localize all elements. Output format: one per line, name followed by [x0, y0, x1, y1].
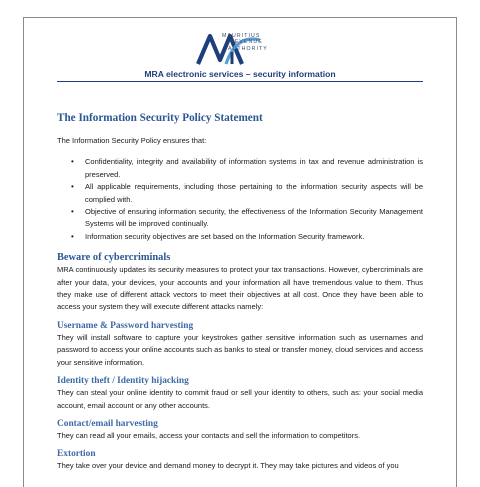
policy-bullet: • All applicable requirements, including those pertaining to the information security aspects will be complied with.: [57, 181, 423, 206]
policy-bullet: • Objective of ensuring information security, the effectiveness of the Information Security Management Systems will be improved continually.: [57, 206, 423, 231]
attack-heading-identity: Identity theft / Identity hijacking: [57, 376, 189, 387]
attack-body-identity: They can steal your online identity to commit fraud or sell your identity to others, such as: your social media account, email account or any other accounts.: [57, 388, 423, 410]
attack-heading-password: Username & Password harvesting: [57, 320, 194, 331]
policy-bullet: • Information security objectives are set based on the Information Security framework.: [57, 231, 423, 243]
document-body: [57, 111, 423, 473]
header-title: MRA electronic services – security information: [144, 69, 336, 79]
logo-line-3: AUTHORITY: [228, 45, 268, 52]
header-divider: [57, 81, 423, 82]
logo-line-2: REVENUE: [230, 39, 263, 46]
logo-wordmark: [222, 33, 268, 52]
policy-bullet: • Confidentiality, integrity and availability of information systems in tax and revenue administration is preserved.: [57, 156, 423, 181]
attack-heading-extortion: Extortion: [57, 449, 96, 460]
cyber-body: MRA continuously updates its security measures to protect your tax transactions. However, cybercriminals are after your data, your devices, your accounts and your information all have tremendous value to them. Thus they make use of different attack vectors to meet their objectives at all cost. Once they have been able to access your system they will execute different attacks namely:: [57, 265, 423, 312]
policy-heading: The Information Security Policy Statement: [57, 112, 263, 124]
cyber-heading: Beware of cybercriminals: [57, 252, 171, 264]
policy-bullet-list: [57, 156, 423, 243]
attack-body-password: They will install software to capture your keystrokes gather sensitive information such as usernames and password to access your online accounts such as banks to steal or transfer money, cloud services and access your sensitive information.: [57, 332, 423, 367]
attack-body-contact: They can read all your emails, access your contacts and sell the information to competitors.: [57, 430, 361, 440]
attack-body-extortion: They take over your device and demand money to decrypt it. They may take pictures and videos of you: [57, 461, 399, 471]
policy-intro: The Information Security Policy ensures that:: [57, 136, 207, 145]
attack-heading-contact: Contact/email harvesting: [57, 418, 158, 429]
logo-line-1: MAURITIUS: [222, 33, 261, 39]
